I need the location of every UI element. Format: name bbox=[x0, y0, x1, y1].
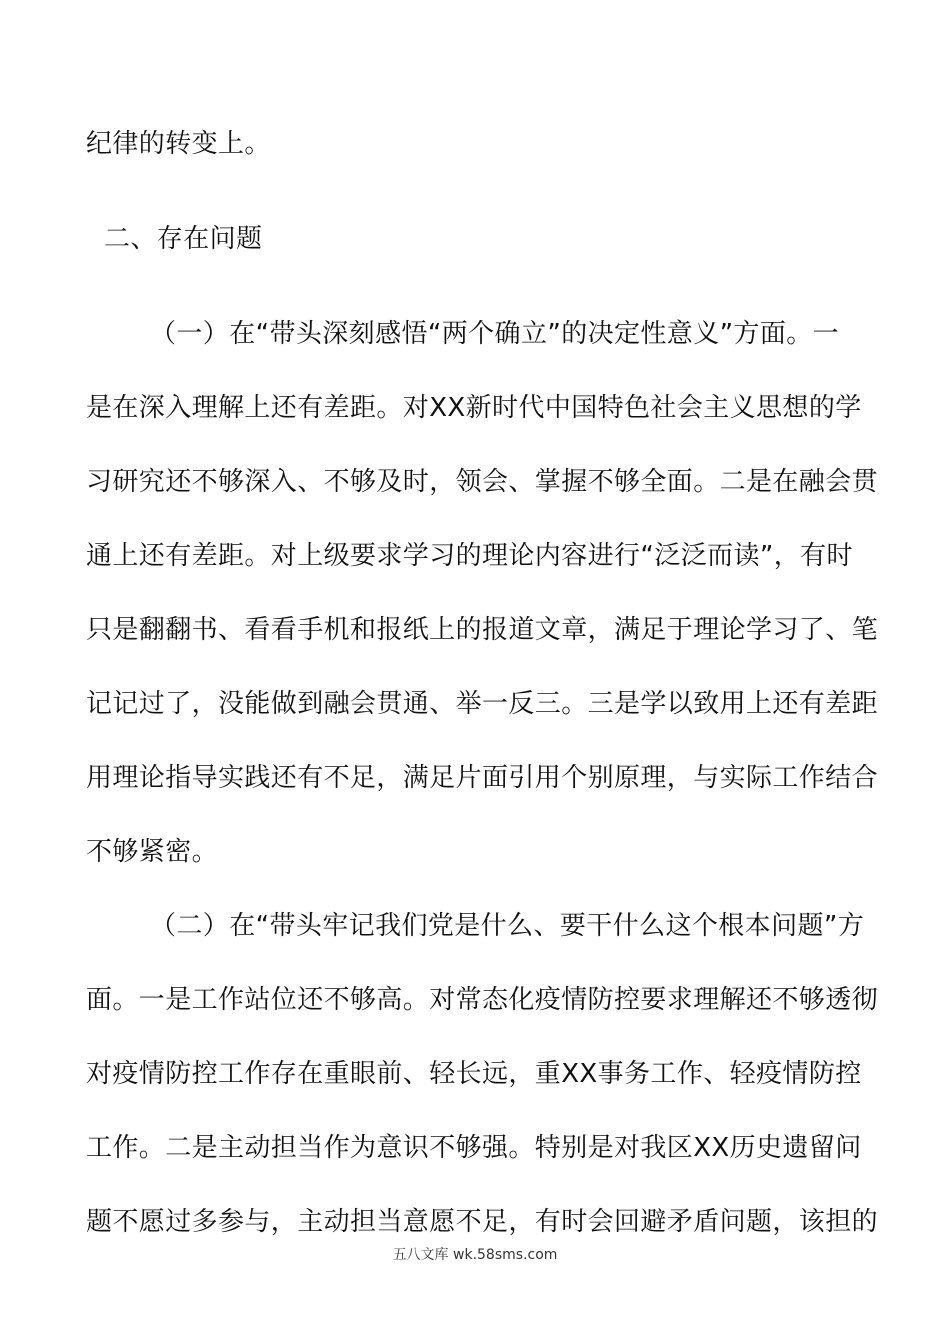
section-heading: 二、存在问题 bbox=[104, 224, 263, 254]
paragraph-line: 是在深入理解上还有差距。对XX新时代中国特色社会主义思想的学 bbox=[86, 393, 862, 423]
paragraph-line: 记记过了，没能做到融会贯通、举一反三。三是学以致用上还有差距 bbox=[86, 689, 879, 719]
paragraph-line: 题不愿过多参与，主动担当意愿不足，有时会回避矛盾问题，该担的 bbox=[86, 1207, 879, 1237]
paragraph-line: 对疫情防控工作存在重眼前、轻长远，重XX事务工作、轻疫情防控 bbox=[86, 1059, 862, 1089]
paragraph-line: 只是翻翻书、看看手机和报纸上的报道文章，满足于理论学习了、笔 bbox=[86, 615, 879, 645]
paragraph-line: 纪律的转变上。 bbox=[86, 129, 271, 159]
paragraph-line: 习研究还不够深入、不够及时，领会、掌握不够全面。二是在融会贯 bbox=[86, 467, 879, 497]
paragraph-line: 用理论指导实践还有不足，满足片面引用个别原理，与实际工作结合 bbox=[86, 763, 879, 793]
paragraph-line: 通上还有差距。对上级要求学习的理论内容进行“泛泛而读”，有时 bbox=[86, 541, 853, 571]
paragraph-line: （二）在“带头牢记我们党是什么、要干什么这个根本问题”方 bbox=[150, 911, 865, 941]
paragraph-line: 面。一是工作站位还不够高。对常态化疫情防控要求理解还不够透彻 bbox=[86, 985, 879, 1015]
page-footer: 五八文库 wk.58sms.com bbox=[392, 1247, 558, 1263]
paragraph-line: （一）在“带头深刻感悟“两个确立”的决定性意义”方面。一 bbox=[150, 319, 840, 349]
paragraph-line: 不够紧密。 bbox=[86, 837, 219, 867]
paragraph-line: 工作。二是主动担当作为意识不够强。特别是对我区XX历史遗留问 bbox=[86, 1133, 862, 1163]
